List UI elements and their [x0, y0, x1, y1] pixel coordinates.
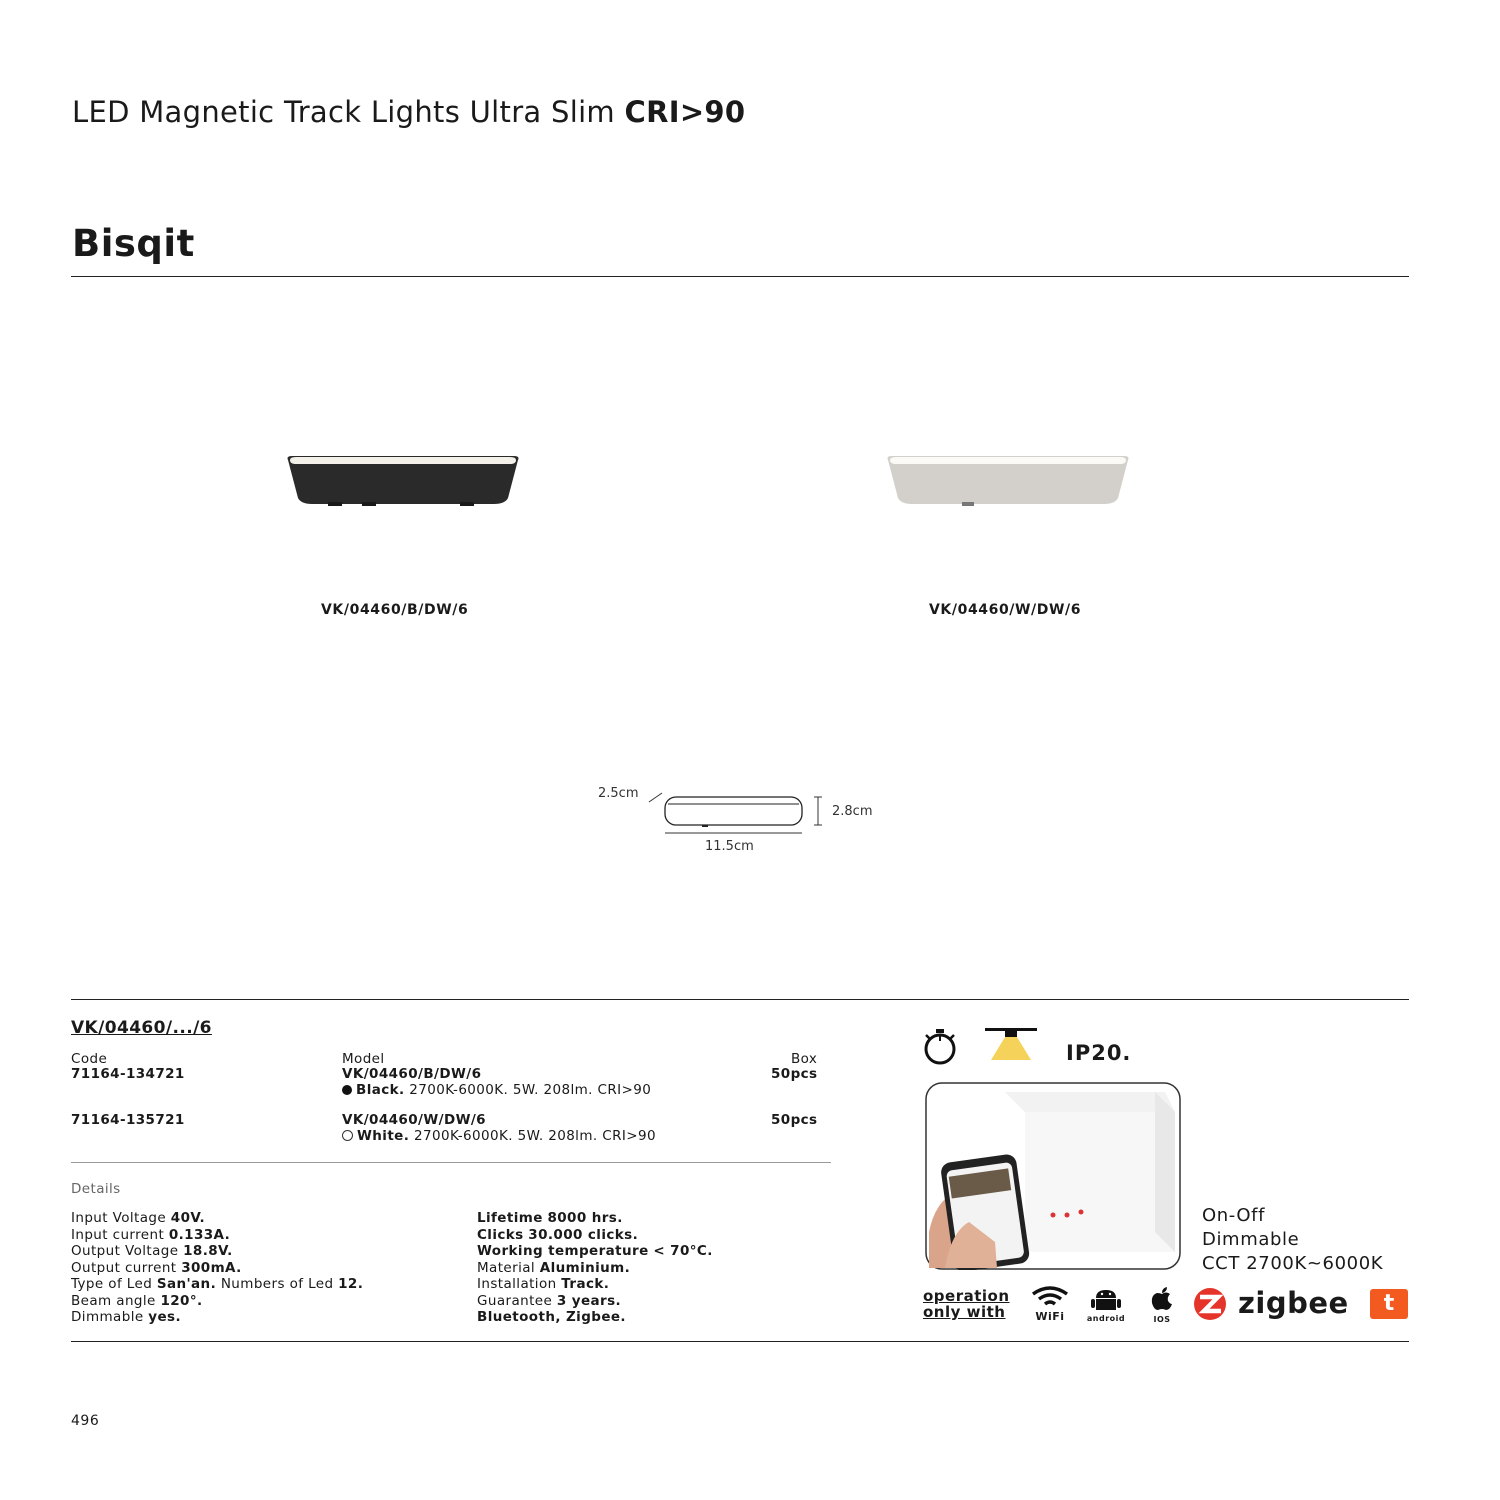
table-row-1-model: VK/04460/B/DW/6: [342, 1066, 482, 1082]
feature-cct: CCT 2700K~6000K: [1202, 1253, 1384, 1274]
spec-led-type: Type of Led San'an. Numbers of Led 12.: [71, 1276, 364, 1292]
operation-line-1: operation: [923, 1287, 1010, 1305]
spec-input-current: Input current 0.133A.: [71, 1226, 231, 1243]
dimension-depth: 2.5cm: [598, 786, 639, 801]
feature-on-off: On-Off: [1202, 1205, 1266, 1226]
table-row-2-box: 50pcs: [771, 1112, 818, 1128]
page-subtitle: [72, 95, 745, 129]
table-row-2-model: VK/04460/W/DW/6: [342, 1112, 486, 1128]
ios-label: IOS: [1153, 1315, 1171, 1324]
details-left-column: [71, 1210, 363, 1326]
black-swatch-icon: [342, 1085, 352, 1095]
details-right-column: [477, 1210, 713, 1326]
gateway-phone-image: [925, 1082, 1181, 1270]
white-track-light-image: [882, 448, 1134, 512]
dimension-height: 2.8cm: [832, 804, 873, 819]
table-row-2-code: 71164-135721: [71, 1112, 185, 1128]
table-header-model: Model: [342, 1051, 385, 1067]
zigbee-logo-icon: [1192, 1288, 1230, 1320]
subtitle-regular: LED Magnetic Track Lights Ultra Slim: [72, 95, 615, 129]
black-track-light-image: [282, 448, 524, 510]
table-header-code: Code: [71, 1051, 108, 1067]
table-row-1-desc: [342, 1082, 651, 1098]
title-divider: [71, 276, 1409, 277]
table-divider: [71, 1162, 831, 1163]
zigbee-wordmark: zigbee: [1238, 1286, 1349, 1320]
footer-divider: [71, 1341, 1409, 1342]
dimension-drawing: [640, 785, 830, 837]
spec-dimmable: Dimmable yes.: [71, 1309, 181, 1325]
table-row-1-code: 71164-134721: [71, 1066, 185, 1082]
tuya-letter: t: [1383, 1291, 1395, 1316]
android-label: android: [1086, 1314, 1126, 1323]
section-divider: [71, 999, 1409, 1000]
table-header-box: Box: [791, 1051, 818, 1067]
spec-clicks: Clicks 30.000 clicks.: [477, 1226, 639, 1243]
spec-connectivity: Bluetooth, Zigbee.: [477, 1309, 626, 1325]
details-label: Details: [71, 1181, 121, 1197]
spec-beam-angle: Beam angle 120°.: [71, 1292, 203, 1309]
spec-lifetime: Lifetime 8000 hrs.: [477, 1210, 623, 1226]
table-row-1-box: 50pcs: [771, 1066, 818, 1082]
spec-guarantee: Guarantee 3 years.: [477, 1292, 622, 1309]
ios-badge: [1148, 1287, 1176, 1324]
ip-rating: IP20.: [1066, 1041, 1132, 1065]
spec-output-voltage: Output Voltage 18.8V.: [71, 1243, 233, 1259]
spec-working-temp: Working temperature < 70°C.: [477, 1243, 713, 1259]
operation-note: [923, 1288, 1010, 1320]
wifi-icon: [1029, 1286, 1071, 1308]
section-title: VK/04460/.../6: [71, 1018, 212, 1038]
tuya-logo-icon: [1370, 1289, 1408, 1319]
page-number: 496: [71, 1413, 100, 1429]
table-row-2-desc-text: 2700K-6000K. 5W. 208lm. CRI>90: [413, 1128, 656, 1144]
table-row-2-color: White.: [357, 1128, 410, 1144]
wifi-label: WiFi: [1035, 1310, 1065, 1323]
product-label-black: VK/04460/B/DW/6: [321, 602, 469, 618]
feature-list: [1202, 1204, 1383, 1276]
spec-installation: Installation Track.: [477, 1276, 610, 1292]
timer-knob-icon: [921, 1027, 959, 1065]
table-row-1-color: Black.: [356, 1082, 405, 1098]
page-title: Bisqit: [72, 222, 195, 265]
android-badge: [1084, 1288, 1128, 1323]
table-row-2-desc: [342, 1128, 656, 1144]
operation-line-2: only with: [923, 1303, 1006, 1321]
spec-material: Material Aluminium.: [477, 1259, 631, 1276]
spec-input-voltage: Input Voltage 40V.: [71, 1210, 206, 1226]
dimension-length: 11.5cm: [705, 839, 754, 854]
product-label-white: VK/04460/W/DW/6: [929, 602, 1082, 618]
subtitle-bold: CRI>90: [624, 95, 746, 129]
wifi-badge: [1029, 1286, 1071, 1323]
android-icon: [1084, 1288, 1128, 1310]
apple-icon: [1148, 1287, 1176, 1311]
feature-dimmable: Dimmable: [1202, 1229, 1300, 1250]
downlight-icon: [983, 1026, 1039, 1062]
spec-output-current: Output current 300mA.: [71, 1259, 242, 1276]
white-swatch-icon: [342, 1130, 353, 1141]
table-row-1-desc-text: 2700K-6000K. 5W. 208lm. CRI>90: [409, 1082, 652, 1098]
